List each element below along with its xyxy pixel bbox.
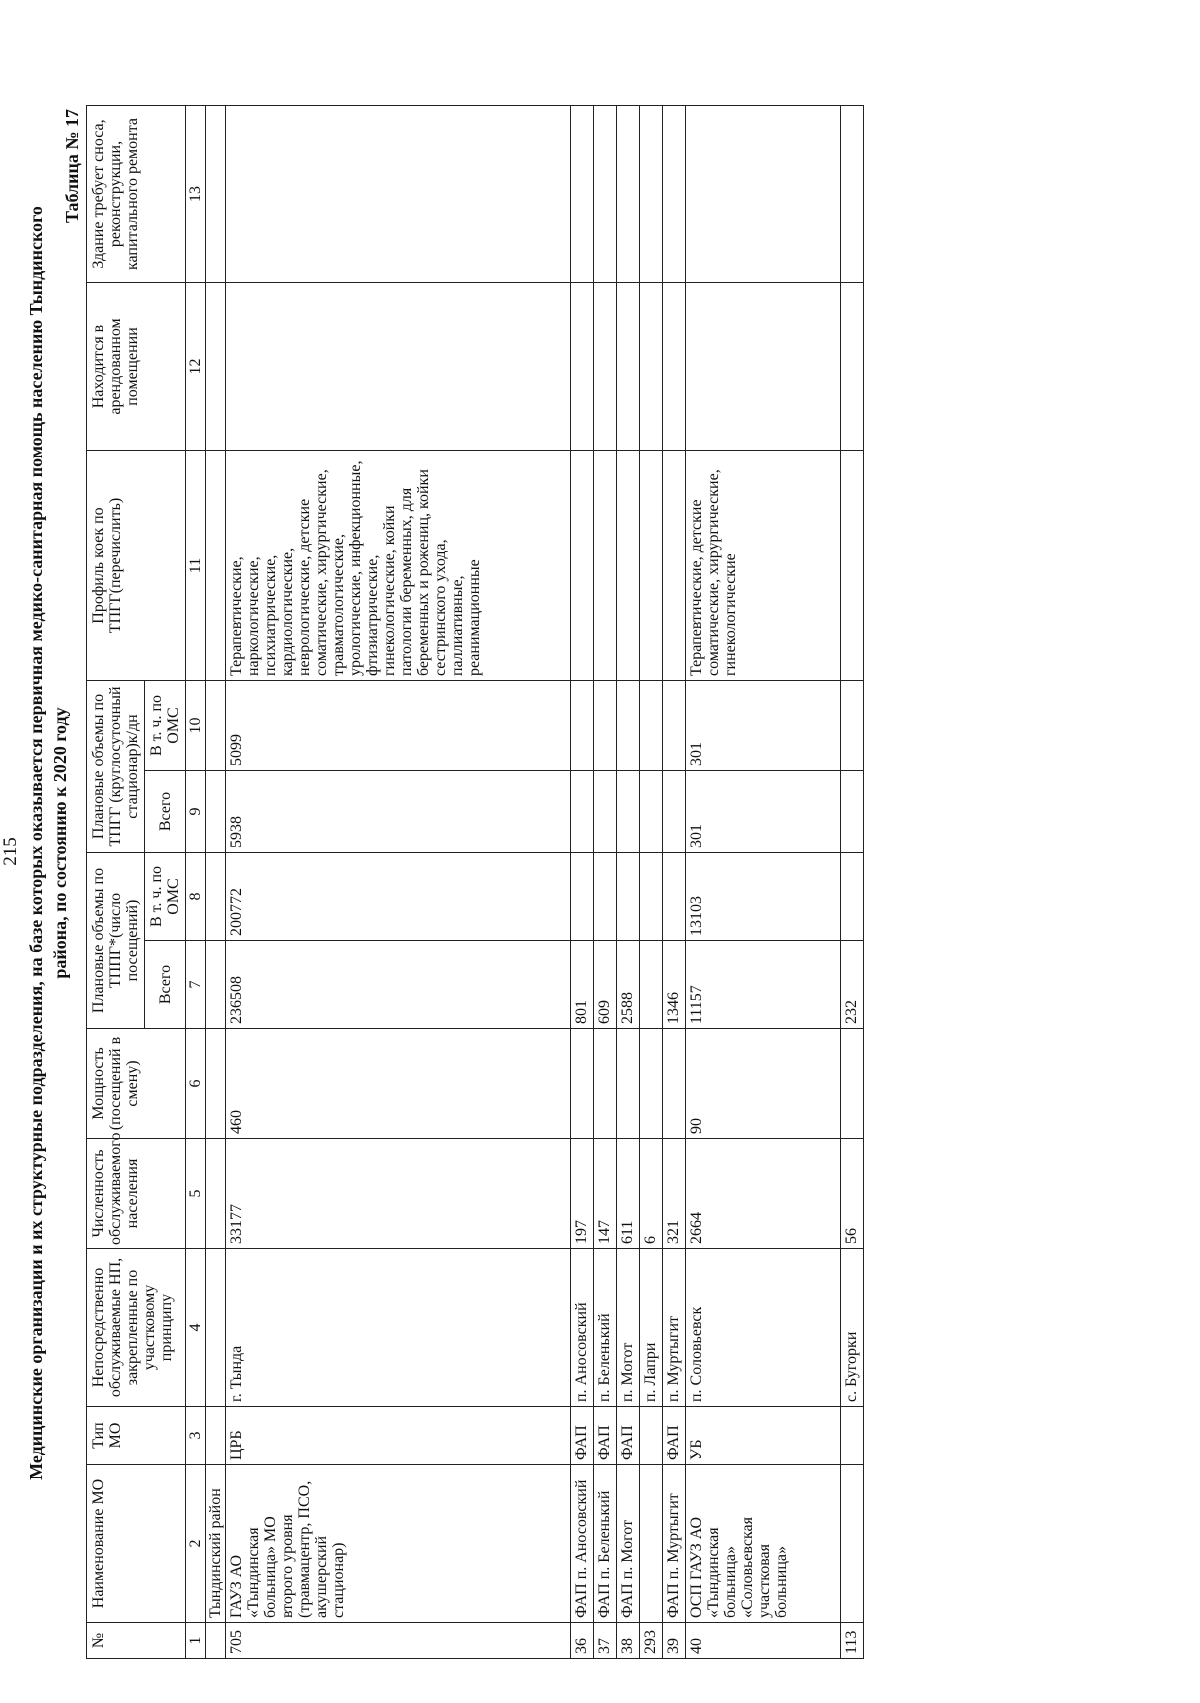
cell-col-4: п. Соловьевск (686, 1249, 841, 1407)
table-row (686, 106, 841, 1659)
header-rented: Находится в арендованном помещении (87, 283, 186, 451)
district-label: Тындинский район (206, 1465, 226, 1623)
column-number: 6 (186, 1029, 206, 1139)
cell-col-12 (594, 283, 617, 451)
cell-col-12 (686, 283, 841, 451)
cell-col-7: 232 (841, 941, 864, 1029)
column-number: 12 (186, 283, 206, 451)
cell-col-13 (571, 106, 594, 283)
cell-col-13 (226, 106, 571, 283)
cell-col-2: ОСП ГАУЗ АО «Тындинская больница» «Соловьевская участковая больница» (686, 1465, 841, 1623)
cell-col-12 (617, 283, 640, 451)
cell-col-3: ФАП (594, 1407, 617, 1465)
header-bed-days-oms: В т. ч. по ОМС (145, 681, 186, 771)
table-row (571, 106, 594, 1659)
cell-col-11 (594, 451, 617, 681)
cell-col-10 (841, 681, 864, 771)
cell-col-12 (841, 283, 864, 451)
cell-col-13 (617, 106, 640, 283)
cell-col-4: п. Беленький (594, 1249, 617, 1407)
cell-col-12 (640, 283, 663, 451)
cell-col-3: ФАП (617, 1407, 640, 1465)
cell-col-4: п. Муртыгит (663, 1249, 686, 1407)
cell-col-8: 200772 (226, 853, 571, 941)
cell-col-2: ФАП п. Аносовский (571, 1465, 594, 1623)
cell-col-1: 37 (594, 1623, 617, 1659)
cell-col-1: 38 (617, 1623, 640, 1659)
column-number: 8 (186, 853, 206, 941)
cell-col-8: 13103 (686, 853, 841, 941)
header-mo-name: Наименование МО (87, 1465, 186, 1623)
cell-col-11 (617, 451, 640, 681)
cell-col-5: 611 (617, 1139, 640, 1249)
cell-col-4: п. Аносовский (571, 1249, 594, 1407)
cell-col-7: 236508 (226, 941, 571, 1029)
cell-col-2: ФАП п. Муртыгит (663, 1465, 686, 1623)
cell-col-5: 197 (571, 1139, 594, 1249)
cell-col-13 (841, 106, 864, 283)
cell-col-13 (594, 106, 617, 283)
header-visits-oms: В т. ч. по ОМС (145, 853, 186, 941)
table-row (226, 106, 571, 1659)
cell-col-1: 293 (640, 1623, 663, 1659)
cell-col-3: ФАП (571, 1407, 594, 1465)
header-visits-total: Всего (145, 941, 186, 1029)
header-number: № (87, 1623, 186, 1659)
cell-col-1: 113 (841, 1623, 864, 1659)
page-number: 215 (0, 837, 21, 866)
cell-col-3: ФАП (663, 1407, 686, 1465)
cell-col-2 (841, 1465, 864, 1623)
cell-col-13 (640, 106, 663, 283)
cell-col-8 (640, 853, 663, 941)
column-number: 5 (186, 1139, 206, 1249)
header-bed-profile: Профиль коек по ТПГГ(перечислить) (87, 451, 186, 681)
cell-col-7: 11157 (686, 941, 841, 1029)
district-row (206, 106, 226, 1659)
cell-col-3 (841, 1407, 864, 1465)
cell-col-6 (617, 1029, 640, 1139)
cell-col-9: 301 (686, 771, 841, 853)
cell-col-9 (841, 771, 864, 853)
cell-col-6 (663, 1029, 686, 1139)
cell-col-3: УБ (686, 1407, 841, 1465)
cell-col-12 (226, 283, 571, 451)
column-number: 13 (186, 106, 206, 283)
cell-col-3: ЦРБ (226, 1407, 571, 1465)
cell-col-2 (640, 1465, 663, 1623)
header-bed-days-total: Всего (145, 771, 186, 853)
cell-col-12 (571, 283, 594, 451)
cell-col-10 (663, 681, 686, 771)
cell-col-13 (686, 106, 841, 283)
cell-col-11 (663, 451, 686, 681)
title-line-2: района, по состоянию к 2020 году (50, 707, 70, 979)
header-row (87, 106, 145, 1659)
cell-col-8 (594, 853, 617, 941)
header-settlements: Непосредственно обслуживаемые НП, закрепленные по участковому принципу (87, 1249, 186, 1407)
cell-col-7: 2588 (617, 941, 640, 1029)
cell-col-11: Терапевтические, наркологические, психиатрические, кардиологические, неврологические, детские соматические, хирургические, травматологические, урологические, инфекционные, фтизиатрические, гинекологические, койки патологии беременных, для беременных и рожениц, койки сестринского ухода, паллиативные, реанимационные (226, 451, 571, 681)
cell-col-5: 6 (640, 1139, 663, 1249)
header-building-repair: Здание требует сноса, реконструкции, капитального ремонта (87, 106, 186, 283)
header-mo-type: Тип МО (87, 1407, 186, 1465)
cell-col-10 (617, 681, 640, 771)
cell-col-8 (571, 853, 594, 941)
cell-col-8 (617, 853, 640, 941)
header-population: Численность обслуживаемого населения (87, 1139, 186, 1249)
cell-col-6: 460 (226, 1029, 571, 1139)
table-row (594, 106, 617, 1659)
cell-col-5: 33177 (226, 1139, 571, 1249)
header-hospital-plan: Плановые объемы по ТПГГ (круглосуточный стационар)к/дн (87, 681, 145, 853)
column-number-row (186, 106, 206, 1659)
cell-col-4: с. Бугорки (841, 1249, 864, 1407)
table-row (841, 106, 864, 1659)
cell-col-1: 705 (226, 1623, 571, 1659)
column-number: 7 (186, 941, 206, 1029)
cell-col-7 (640, 941, 663, 1029)
column-number: 11 (186, 451, 206, 681)
cell-col-6 (640, 1029, 663, 1139)
header-visits-plan: Плановые объемы по ТППГ*(число посещений) (87, 853, 145, 1029)
data-table (86, 105, 864, 1659)
cell-col-11 (571, 451, 594, 681)
cell-col-9 (594, 771, 617, 853)
cell-col-9 (617, 771, 640, 853)
cell-col-4: г. Тында (226, 1249, 571, 1407)
cell-col-11 (841, 451, 864, 681)
cell-col-2: ГАУЗ АО «Тындинская больница» МО второго уровня (травмацентр, ПСО, акушерский стационар) (226, 1465, 571, 1623)
cell-col-2: ФАП п. Могот (617, 1465, 640, 1623)
cell-col-1: 36 (571, 1623, 594, 1659)
cell-col-5: 321 (663, 1139, 686, 1249)
cell-col-6 (841, 1029, 864, 1139)
cell-col-9 (663, 771, 686, 853)
column-number: 3 (186, 1407, 206, 1465)
header-capacity: Мощность (посещений в смену) (87, 1029, 186, 1139)
cell-col-9 (640, 771, 663, 853)
column-number: 9 (186, 771, 206, 853)
cell-col-8 (841, 853, 864, 941)
cell-col-6 (571, 1029, 594, 1139)
cell-col-4: п. Лапри (640, 1249, 663, 1407)
cell-col-10 (640, 681, 663, 771)
cell-col-13 (663, 106, 686, 283)
cell-col-7: 801 (571, 941, 594, 1029)
table-row (617, 106, 640, 1659)
column-number: 10 (186, 681, 206, 771)
cell-col-3 (640, 1407, 663, 1465)
cell-col-10: 301 (686, 681, 841, 771)
cell-col-7: 609 (594, 941, 617, 1029)
cell-col-9: 5938 (226, 771, 571, 853)
table-row (640, 106, 663, 1659)
cell-col-9 (571, 771, 594, 853)
title-line-1: Медицинские организации и их структурные подразделения, на базе которых оказывается первичная медико-санитарная помощь населению Тындинского (26, 206, 46, 1480)
cell-col-1: 40 (686, 1623, 841, 1659)
cell-col-2: ФАП п. Беленький (594, 1465, 617, 1623)
column-number: 2 (186, 1465, 206, 1623)
cell-col-7: 1346 (663, 941, 686, 1029)
cell-col-10: 5099 (226, 681, 571, 771)
cell-col-5: 2664 (686, 1139, 841, 1249)
cell-col-11 (640, 451, 663, 681)
table-number: Таблица № 17 (62, 109, 82, 224)
cell-col-10 (571, 681, 594, 771)
cell-col-1: 39 (663, 1623, 686, 1659)
cell-col-10 (594, 681, 617, 771)
cell-col-8 (663, 853, 686, 941)
cell-col-6: 90 (686, 1029, 841, 1139)
column-number: 1 (186, 1623, 206, 1659)
cell-col-4: п. Могот (617, 1249, 640, 1407)
column-number: 4 (186, 1249, 206, 1407)
cell-col-11: Терапевтические, детские соматические, хирургические, гинекологические (686, 451, 841, 681)
cell-col-5: 56 (841, 1139, 864, 1249)
cell-col-6 (594, 1029, 617, 1139)
table-row (663, 106, 686, 1659)
cell-col-12 (663, 283, 686, 451)
cell-col-5: 147 (594, 1139, 617, 1249)
